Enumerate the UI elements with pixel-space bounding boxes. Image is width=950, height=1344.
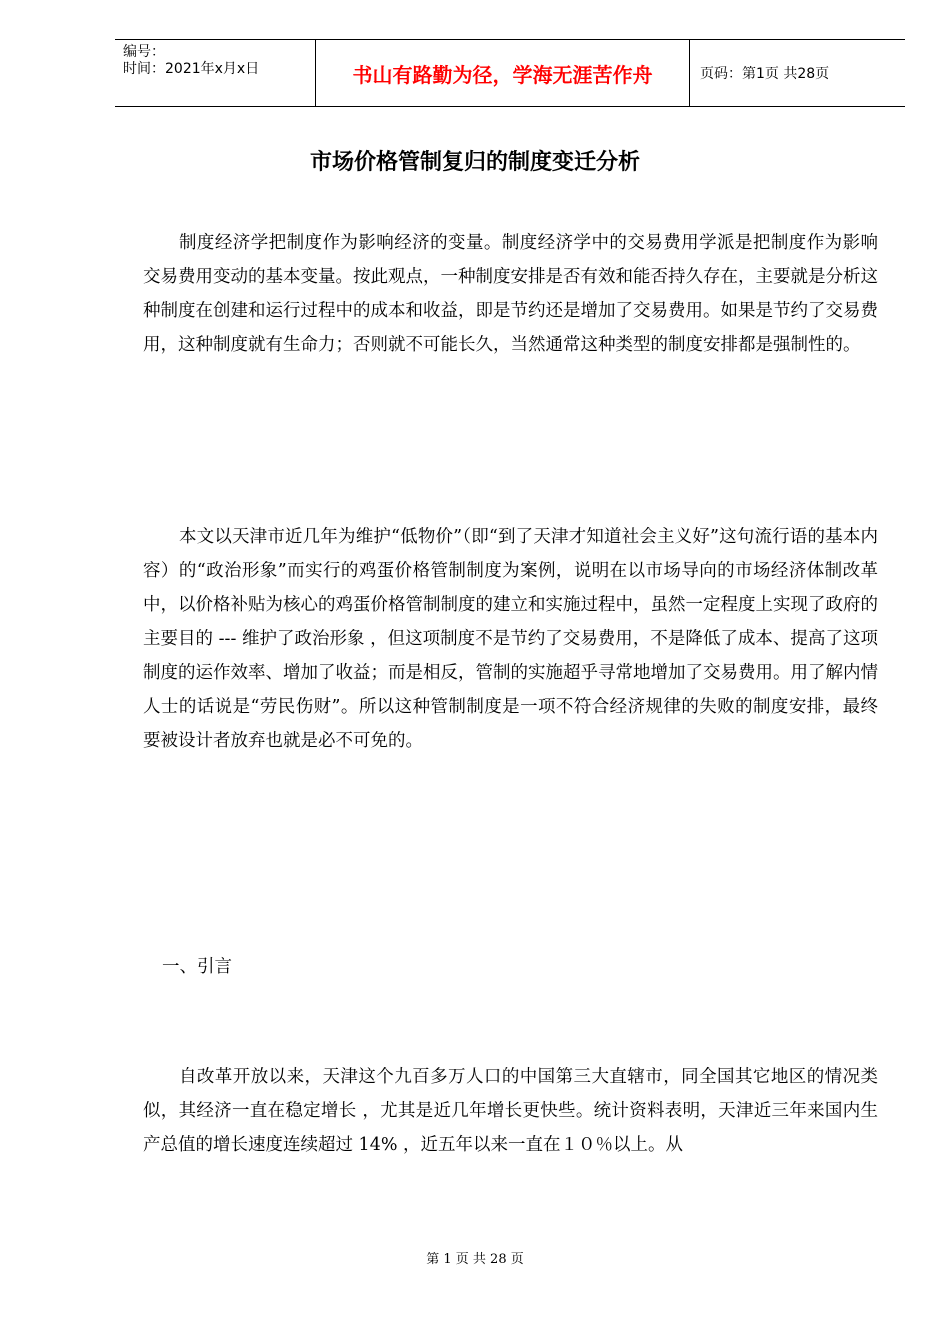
header-meta-cell — [115, 40, 316, 106]
page-footer: 第 1 页 共 28 页 — [426, 1252, 524, 1267]
document-number-label: 编号： — [123, 44, 165, 60]
paragraph-introduction-body: 自改革开放以来，天津这个九百多万人口的中国第三大直辖市，同全国其它地区的情况类似，其经济一直在稳定增长 ，尤其是近几年增长更快些。统计资料表明，天津近三年来国内生产总值的增长速度连续超过 14% ，近五年以来一直在１０％以上。从 — [143, 1067, 878, 1155]
document-date-label: 时间：2021年x月x日 — [123, 61, 260, 77]
header-page-label: 页码：第1页 共28页 — [700, 66, 830, 82]
header-motto: 书山有路勤为径，学海无涯苦作舟 — [316, 40, 690, 106]
header-table — [115, 39, 905, 107]
paragraph-abstract: 本文以天津市近几年为维护“低物价”（即“到了天津才知道社会主义好”这句流行语的基本内容）的“政治形象”而实行的鸡蛋价格管制制度为案例，说明在以市场导向的市场经济体制改革中，以价格补贴为核心的鸡蛋价格管制制度的建立和实施过程中，虽然一定程度上实现了政府的主要目的 --- 维护了政治形象 ，但这项制度不是节约了交易费用，不是降低了成本、提高了这项制度的运作效率、增加了收益；而是相反，管制的实施超乎寻常地增加了交易费用。用了解内情人士的话说是“劳民伤财”。所以这种管制制度是一项不符合经济规律的失败的制度安排，最终要被设计者放弃也就是必不可免的。 — [143, 527, 878, 751]
paragraph-intro: 制度经济学把制度作为影响经济的变量。制度经济学中的交易费用学派是把制度作为影响交易费用变动的基本变量。按此观点，一种制度安排是否有效和能否持久存在，主要就是分析这种制度在创建和运行过程中的成本和收益，即是节约还是增加了交易费用。如果是节约了交易费用，这种制度就有生命力；否则就不可能长久，当然通常这种类型的制度安排都是强制性的。 — [143, 233, 878, 355]
section-heading-introduction: 一、引言 — [162, 957, 232, 977]
document-title: 市场价格管制复归的制度变迁分析 — [309, 150, 640, 175]
